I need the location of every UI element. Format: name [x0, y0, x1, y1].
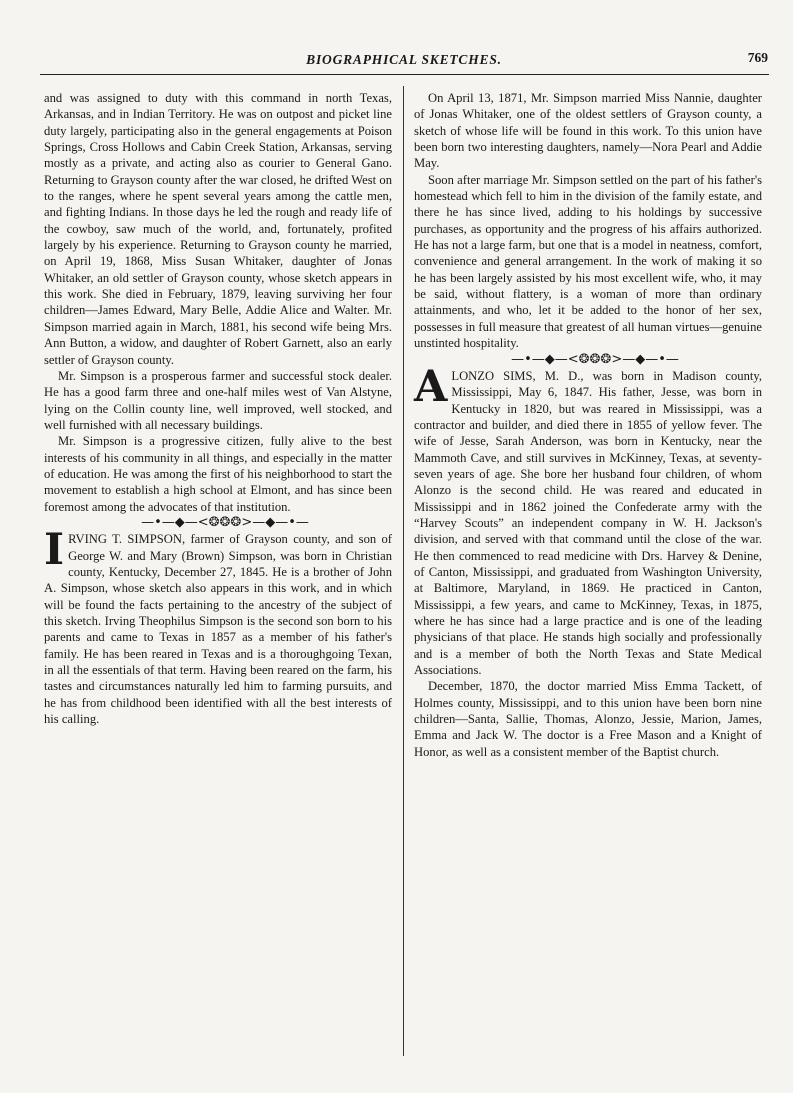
paragraph: Soon after marriage Mr. Simpson settled on the part of his father's homestead which fell to him in the division of the family estate, and there he has since lived, adding to his holdings by successive purchases, as opportunity and the progress of his affairs authorized. He has not a large farm, but one that is a model in neatness, comfort, convenience and general arrangement. In the work of making it so he has been largely assisted by his most excellent wife, who, it may be said, without flattery, is a woman of more than ordinary attainments, and who, let it be added to the honor of her sex, possesses in full measure that greatest of all human virtues—genuine unstinted hospitality.	[414, 172, 762, 351]
page-header	[40, 52, 768, 74]
biography-alonzo-sims	[414, 361, 762, 679]
left-column	[44, 90, 392, 727]
subject-name: RVING T. SIMPSON,	[68, 532, 186, 547]
right-column	[414, 90, 762, 760]
section-ornament: —•—◆—<❂❂❂>—◆—•—	[141, 514, 309, 530]
biography-irving-simpson	[44, 525, 392, 727]
paragraph: and was assigned to duty with this command in north Texas, Arkansas, and in Indian Territory. He was on outpost and picket line duty largely, participating also in the general engagements at Poison Springs, Cross Hollows and Cabin Creek Station, Arkansas, serving mostly as a private, and acting also as courier to General Gano. Returning to Grayson county after the war closed, he drifted West on to the ranges, where he spent several years among the cattle men, and fighting Indians. In those days he led the rough and ready life of the cowboy, saw much of the world, and, fortunately, profited largely by his experience. Returning to Grayson county he married, on April 19, 1868, Miss Susan Whitaker, daughter of Jonas Whitaker, an old settler of Grayson county, whose sketch appears in this work. She died in February, 1879, leaving surviving her four children—James Edward, Mary Belle, Addie Alice and Walter. Mr. Simpson married again in March, 1881, his second wife being Mrs. Ann Button, a widow, and daughter of Robert Garnett, also an early settler of Grayson county.	[44, 91, 392, 367]
running-head: BIOGRAPHICAL SKETCHES.	[306, 52, 502, 67]
section-ornament: —•—◆—<❂❂❂>—◆—•—	[511, 351, 679, 367]
biography-text: farmer of Grayson county, and son of George W. and Mary (Brown) Simpson, was born in Christian county, Kentucky, December 27, 1845. He is a brother of John A. Simpson, whose sketch also appears in this work, and in which will be found the facts pertaining to the ancestry of the subject of this sketch. Irving Theophilus Simpson is the second son born to his parents and came to Texas in 1857 as a member of his father's family. He has been reared in Texas and is a thoroughgoing Texan, in all the essentials of that term. Having been reared on the farm, his tastes and circumstances naturally led him to farming pursuits, and he has from childhood been identified with all the best interests of his calling.	[44, 532, 392, 727]
drop-cap: I	[44, 525, 65, 576]
paragraph: On April 13, 1871, Mr. Simpson married Miss Nannie, daughter of Jonas Whitaker, one of the oldest settlers of Grayson county, a sketch of whose life will be found in this work. To this union have been born two interesting daughters, namely—Nora Pearl and Addie May.	[414, 91, 762, 171]
paragraph: Mr. Simpson is a prosperous farmer and successful stock dealer. He has a good farm three and one-half miles west of Van Alstyne, lying on the Collin county line, well improved, well stocked, and well furnished with all necessary buildings.	[44, 368, 392, 432]
subject-name: LONZO SIMS, M. D.,	[451, 368, 584, 383]
drop-cap: A	[414, 361, 448, 412]
paragraph: Mr. Simpson is a progressive citizen, fully alive to the best interests of his community in all things, and especially in the matter of education. He was among the first of his neighborhood to start the movement to establish a high school at Elmont, and has since been foremost among the advocates of that institution.	[44, 434, 392, 514]
page-number: 769	[747, 50, 768, 65]
biography-text: was born in Madison county, Mississippi, May 6, 1847. His father, Jesse, was born in Kentucky in 1820, but was reared in Mississippi, was a contractor and builder, and died there in 1855 of yellow fever. The wife of Jesse, Sarah Anderson, was born in Kentucky, near the Mammoth Cave, and still survives in McKinney, Texas, at seventy-seven years of age. She bore her husband four children, of whom Alonzo is the second child. He was reared and educated in Mississippi and in 1862 joined the Confederate army with the “Harvey Scouts” an independent company in W. H. Jackson's division, and served with that command until the close of the war. He then commenced to read medicine with Drs. Harvey & Denine, of Canton, Mississippi, and graduated from Washington University, at Baltimore, Maryland, in 1869. He practiced in Canton, Mississippi, a few years, and came to McKinney, Texas, in 1875, where he has since had a large practice and is one of the leading physicians of that place. He stands high socially and professionally and is a member of both the North Texas and State Medical Associations.	[414, 368, 762, 678]
column-divider	[403, 86, 404, 1056]
header-rule	[40, 74, 769, 75]
paragraph: December, 1870, the doctor married Miss Emma Tackett, of Holmes county, Mississippi, and to this union have been born nine children—Santa, Sallie, Thomas, Alonzo, Jessie, Marion, James, Emma and Jack W. The doctor is a Free Mason and a Knight of Honor, as well as a consistent member of the Baptist church.	[414, 679, 762, 759]
